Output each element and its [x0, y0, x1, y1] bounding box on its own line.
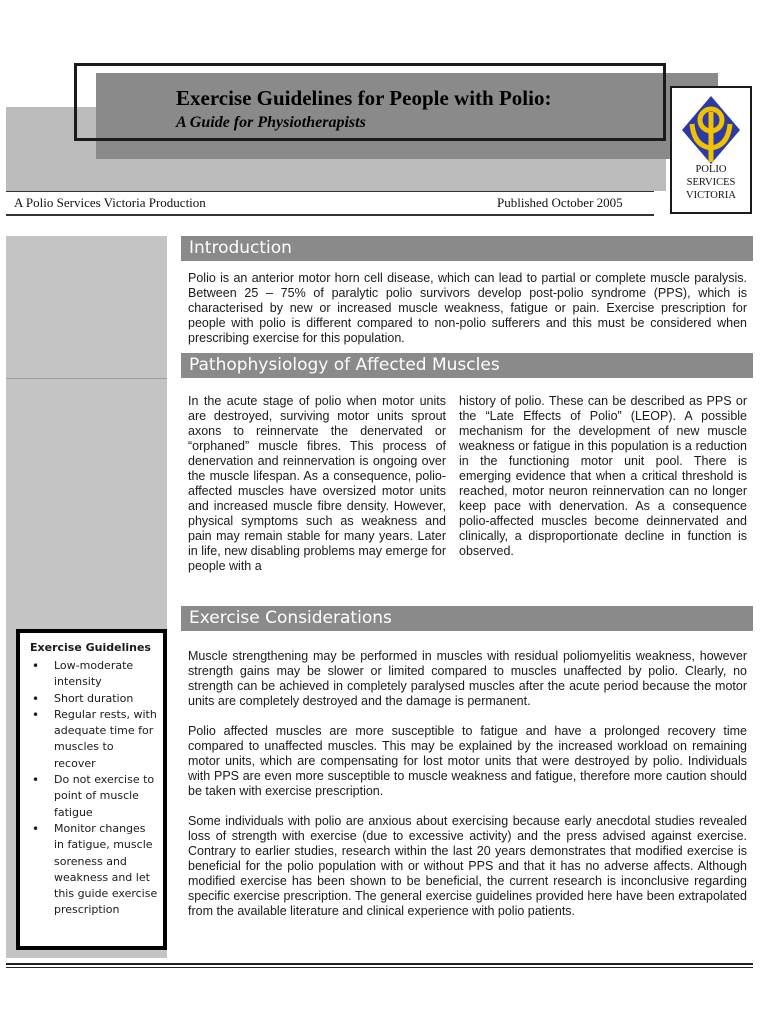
production-credit: A Polio Services Victoria Production: [14, 195, 206, 210]
logo-emblem-icon: [680, 94, 742, 166]
document-subtitle: A Guide for Physiotherapists: [176, 114, 366, 131]
list-item: • Do not exercise to point of muscle fatigue: [28, 772, 158, 821]
logo-text-line-3: VICTORIA: [686, 190, 736, 201]
logo-text-line-1: POLIO: [695, 164, 727, 175]
introduction-text: Polio is an anterior motor horn cell disease, which can lead to partial or complete muscle paralysis. Between 25 – 75% of paralytic polio survivors develop post-polio syndrome (PPS), which is characterised by new or increased muscle weakness, fatigue or pain. Exercise prescription for people with polio is different compared to non-polio sufferers and this must be considered when prescribing exercise for this population.: [188, 271, 747, 345]
header-divider-top: [6, 191, 654, 192]
polio-services-logo: [670, 86, 752, 214]
list-item: • Short duration: [28, 691, 158, 707]
list-item: • Low-moderate intensity: [28, 658, 158, 691]
guidelines-box-title: Exercise Guidelines: [30, 641, 151, 654]
exercise-paragraph-3: Some individuals with polio are anxious about exercising because early anecdotal studies revealed loss of strength with exercise (due to excessive activity) and the press advised against exercise. Contrary to earlier studies, research within the last 20 years demonstrates that modified exercise is beneficial for the polio population with or without PPS and that it has no adverse affects. Although modified exercise has been shown to be beneficial, the current research is inconclusive regarding specific exercise prescription. The general exercise guidelines provided here have been extrapolated from the available literature and clinical experience with polio patients.: [188, 814, 747, 918]
section-heading-exercise: Exercise Considerations: [181, 606, 753, 631]
footer-rule-thin: [6, 967, 753, 968]
pathophysiology-column-2: history of polio. These can be described as PPS or the “Late Effects of Polio” (LEOP). A possible mechanism for the development of new muscle weakness or fatigue in this population is a reduction in the functioning motor unit pool. There is emerging evidence that when a critical threshold is reached, motor neuron reinnervation can no longer keep pace with denervation. As a consequence polio-affected muscles become deinnervated and clinically, a disproportionate decline in function is observed.: [459, 394, 747, 558]
guidelines-list: [28, 658, 158, 919]
footer-rule-thick: [6, 963, 753, 965]
pathophysiology-column-1: In the acute stage of polio when motor units are destroyed, surviving motor units sprout axons to reinnervate the denervated or “orphaned” muscle fibres. This process of denervation and reinnervation is ongoing over the muscle lifespan. As a consequence, polio-affected muscles have oversized motor units and increased muscle fibre density. However, physical symptoms such as weakness and pain may remain stable for many years. Later in life, new disabling problems may emerge for people with a: [188, 394, 446, 573]
exercise-paragraph-1: Muscle strengthening may be performed in muscles with residual poliomyelitis weakness, however strength gains may be slower or limited compared to muscles unaffected by polio. Clearly, no strength can be achieved in completely paralysed muscles after the acute period because the motor units are completely destroyed and the damage is permanent.: [188, 649, 747, 708]
header-divider-bottom: [6, 214, 654, 216]
exercise-paragraph-2: Polio affected muscles are more susceptible to fatigue and have a prolonged recovery time compared to unaffected muscles. This may be explained by the increased workload on remaining motor units, which are compensating for lost motor units that were destroyed by polio. Individuals with PPS are even more susceptible to muscle weakness and fatigue, therefore more caution should be taken with exercise prescription.: [188, 724, 747, 798]
publication-date: Published October 2005: [497, 195, 623, 210]
logo-text-line-2: SERVICES: [686, 177, 736, 188]
exercise-guidelines-box: [16, 629, 167, 950]
list-item: • Regular rests, with adequate time for muscles to recover: [28, 707, 158, 772]
list-item: • Monitor changes in fatigue, muscle soreness and weakness and let this guide exercise prescription: [28, 821, 158, 919]
section-heading-pathophysiology: Pathophysiology of Affected Muscles: [181, 353, 753, 378]
document-title: Exercise Guidelines for People with Polio:: [176, 86, 552, 110]
sidebar-divider: [6, 378, 167, 379]
section-heading-introduction: Introduction: [181, 236, 753, 261]
